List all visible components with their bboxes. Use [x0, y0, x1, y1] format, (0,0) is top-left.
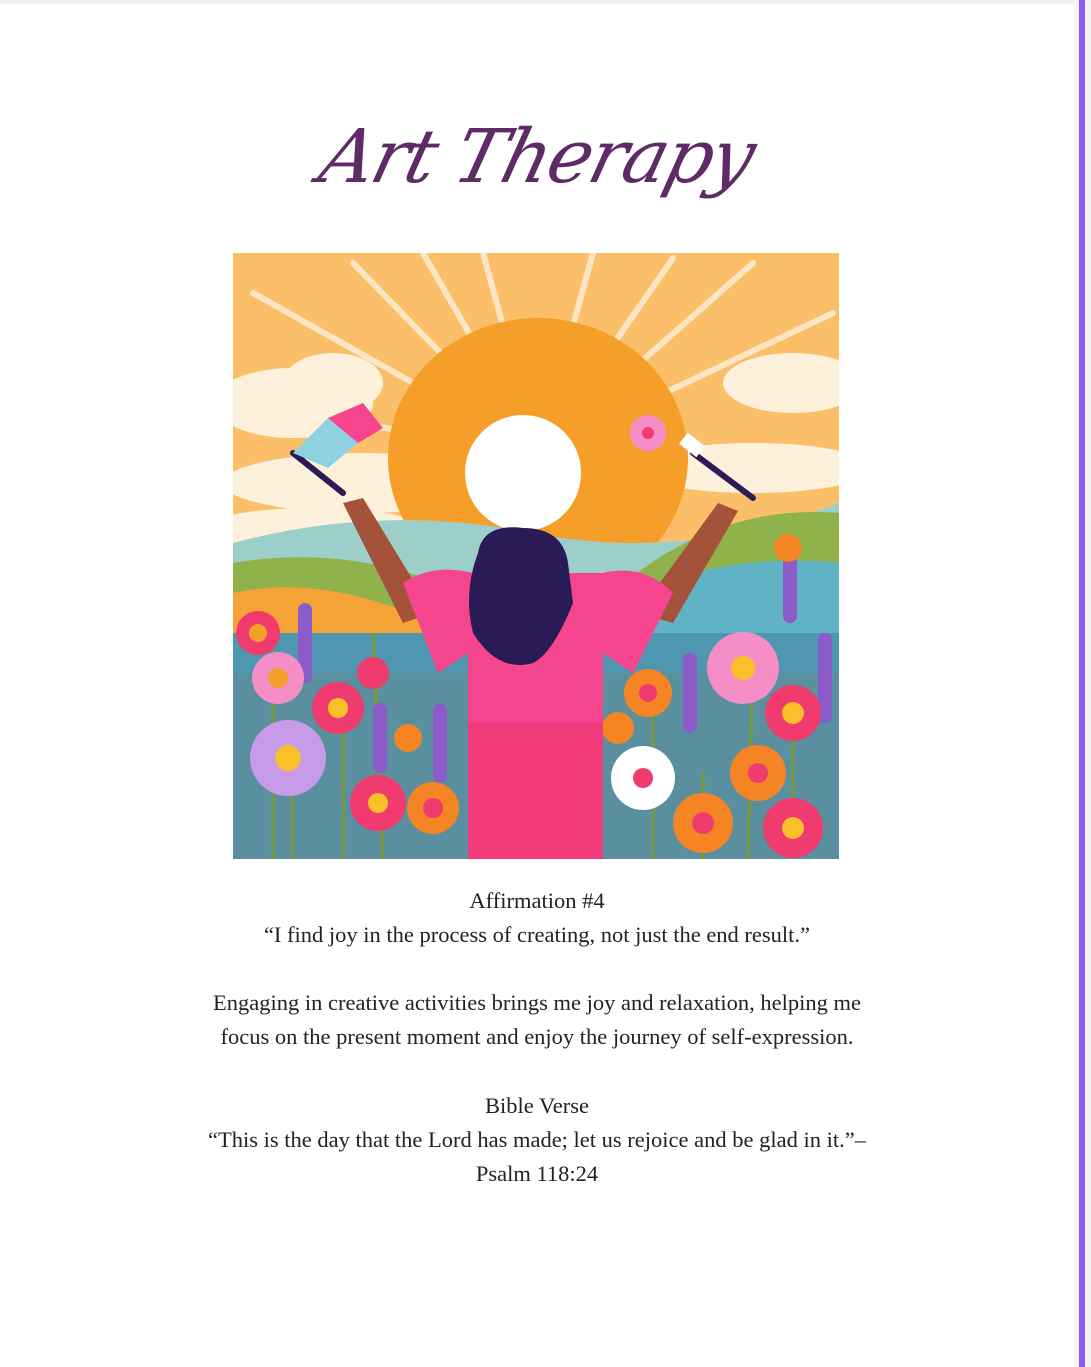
- bible-verse-section: [0, 1089, 1074, 1191]
- illustration-woman-painting-sun: [233, 253, 839, 859]
- description-line-1: Engaging in creative activities brings me joy and relaxation, helping me: [213, 990, 861, 1015]
- affirmation-section: [0, 884, 1074, 952]
- bible-verse-heading: Bible Verse: [485, 1093, 589, 1118]
- affirmation-heading: Affirmation #4: [469, 888, 605, 913]
- scroll-accent-bar: [1079, 0, 1085, 1367]
- affirmation-description: [0, 986, 1074, 1054]
- bible-verse-reference: Psalm 118:24: [475, 1161, 599, 1186]
- description-line-2: focus on the present moment and enjoy the journey of self-expression.: [220, 1024, 854, 1049]
- affirmation-quote: “I find joy in the process of creating, not just the end result.”: [263, 922, 811, 947]
- page-title: Art Therapy: [311, 114, 763, 200]
- bible-verse-text: “This is the day that the Lord has made; let us rejoice and be glad in it.”–: [208, 1127, 866, 1152]
